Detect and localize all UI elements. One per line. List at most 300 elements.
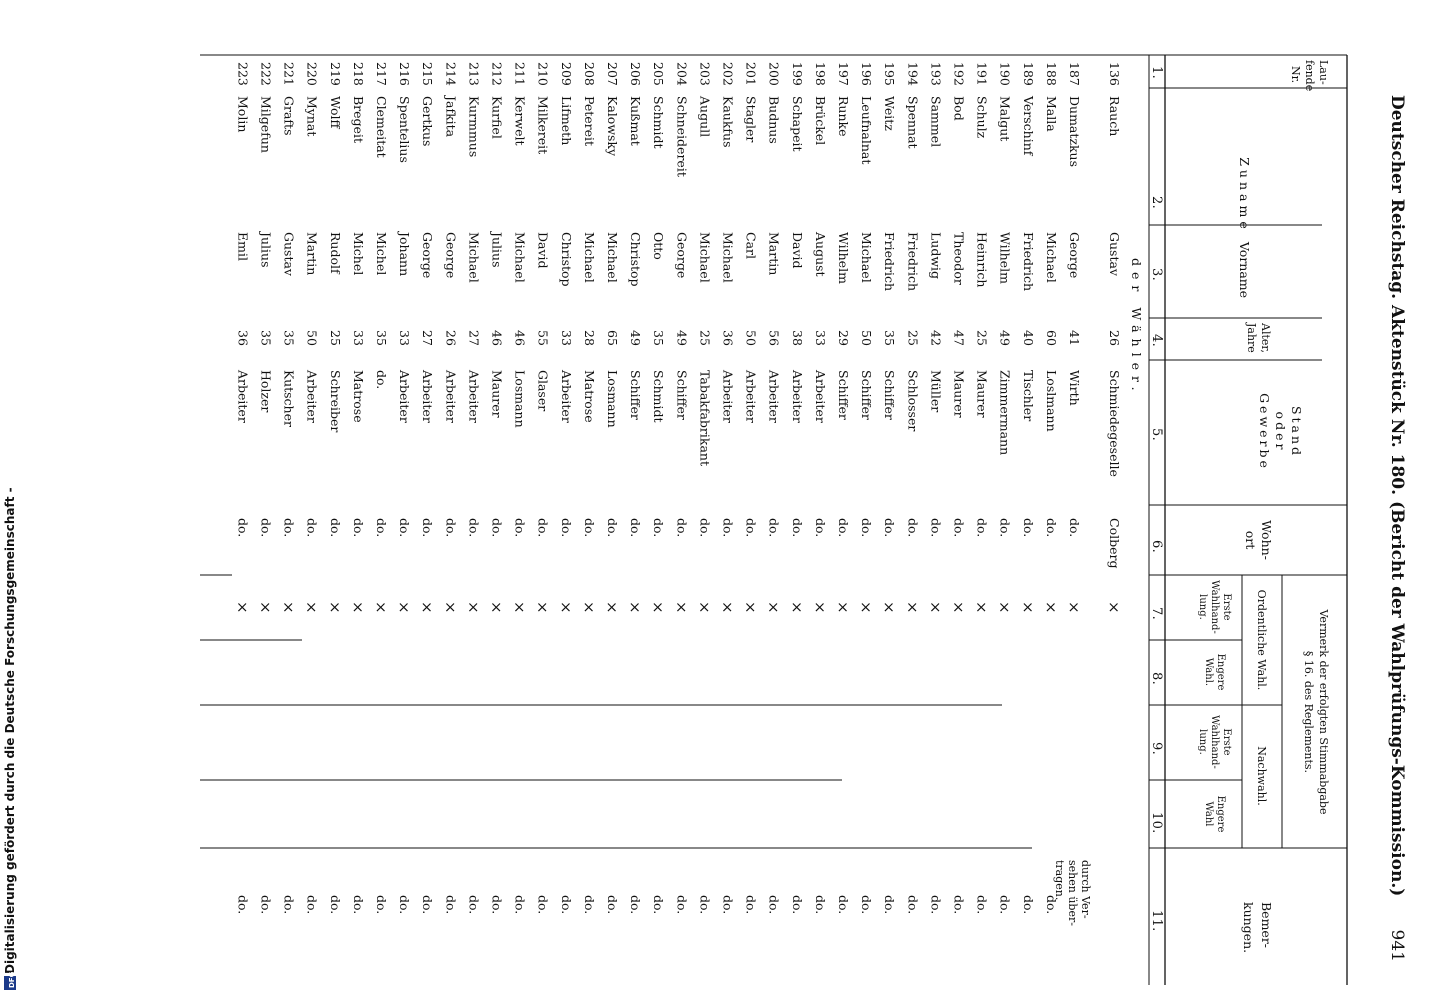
cell-wohnort: do. [443,518,459,538]
cell-bemerkung: do. [235,895,251,915]
cell-bemerkung: do. [997,895,1013,915]
cell-bemerkung: do. [974,895,990,915]
cell-alter: 65 [605,330,620,346]
cell-stand: Maurer [974,370,990,418]
vote-mark: × [1065,601,1083,614]
cell-alter: 46 [512,330,528,346]
vote-mark: × [372,601,390,614]
vote-mark: × [510,601,529,614]
cell-zuname: Spennat [905,96,921,149]
cell-zuname: Bregeit [350,96,366,143]
vote-mark: × [949,601,968,614]
cell-stand: Schiffer [674,370,690,420]
cell-stand: Arbeiter [397,370,413,423]
column-number: 5. [1149,428,1164,442]
cell-alter: 28 [581,330,597,346]
cell-nr: 220 [304,62,320,86]
cell-bemerkung: do. [928,895,944,915]
cell-nr: 223 [235,62,251,86]
cell-stand: Losmann [512,370,528,428]
cell-bemerkung: do. [812,895,828,915]
cell-stand: Schiffer [859,370,875,420]
cell-zuname: Schneidereit [674,96,690,177]
cell-wohnort: do. [928,518,944,538]
cell-alter: 29 [836,330,851,346]
table-row [672,62,690,914]
cell-vorname: Julius [258,232,274,268]
cell-alter: 25 [974,330,990,346]
vote-mark: × [441,601,460,614]
cell-alter: 56 [766,330,782,346]
column-number: 7. [1149,607,1164,621]
table-row [973,62,991,914]
cell-bemerkung: do. [466,895,482,915]
cell-alter: 50 [859,330,875,346]
cell-nr: 221 [281,62,297,86]
table-row [788,62,806,914]
cell-stand: Arbeiter [789,370,805,423]
cell-bemerkung: do. [882,895,898,915]
cell-alter: 33 [397,330,413,346]
cell-nr: 189 [1020,62,1036,86]
cell-stand: Schlosser [905,370,921,432]
group-header-ordentliche-wahl: Ordentliche Wahl. [1255,589,1268,691]
sub-header-erste-wahlhandlung-1: ErsteWahlhand-lung. [1197,580,1232,634]
group-header-nachwahl: Nachwahl. [1255,746,1268,806]
cell-alter: 50 [743,330,759,346]
vote-mark: × [926,601,945,614]
cell-stand: Tabakfabrikant [697,370,713,467]
cell-alter: 27 [466,330,482,346]
cell-bemerkung: durch Ver-sehen über-tragen. [1053,860,1092,926]
vote-mark: × [834,601,852,614]
cell-vorname: Theodor [951,232,967,285]
cell-nr: 211 [512,62,528,86]
vote-mark: × [718,601,737,614]
cell-stand: Zimmermann [997,370,1013,456]
cell-stand: Schmidt [651,370,667,423]
group-header-stimmabgabe: Vermerk der erfolgten Stimmabgabe§ 16. des Reglements. [1302,609,1330,815]
cell-wohnort: do. [836,518,851,538]
vote-mark: × [556,601,575,614]
vote-mark: × [903,601,922,614]
cell-wohnort: do. [558,518,574,538]
table-row [926,62,944,914]
cell-zuname: Malgut [997,96,1013,142]
cell-stand: Arbeiter [720,370,736,423]
cell-wohnort: do. [789,518,805,538]
cell-nr: 219 [327,62,343,86]
cell-wohnort: do. [235,518,251,538]
cell-zuname: Schmidt [651,96,667,149]
rotated-register-page [200,55,1407,985]
cell-alter: 41 [1067,330,1082,346]
table-row [603,62,621,914]
cell-stand: Arbeiter [235,370,251,423]
cell-stand: do. [374,370,389,390]
cell-wohnort: do. [466,518,482,538]
cell-nr: 209 [558,62,574,86]
vote-mark: × [1105,601,1123,614]
column-number: 8. [1149,672,1164,686]
vote-mark: × [348,601,367,614]
cell-zuname: Clemeitat [374,96,389,158]
cell-stand: Kutscher [281,370,297,427]
cell-zuname: Weitz [882,96,898,131]
cell-nr: 203 [697,62,713,86]
cell-vorname: David [535,232,551,269]
cell-stand: Arbeiter [420,370,436,423]
cell-zuname: Kurmmus [466,96,482,158]
cell-stand: Arbeiter [304,370,320,423]
page-title: Deutscher Reichstag. Aktenstück Nr. 180. (Bericht der Wahlprüfungs-Kommission.) [1387,95,1407,897]
column-number: 3. [1149,268,1164,282]
cell-vorname: Michael [466,232,482,283]
cell-stand: Arbeiter [743,370,759,423]
cell-nr: 192 [951,62,967,86]
cell-bemerkung: do. [859,895,875,915]
table-row [464,62,482,914]
table-row [950,62,968,914]
cell-bemerkung: do. [720,895,736,915]
cell-zuname: Kerwelt [512,96,528,146]
table-row [280,62,298,914]
cell-bemerkung: do. [443,895,459,915]
vote-mark: × [880,601,899,614]
sub-header-engere-wahl-2: EngereWahl [1203,795,1226,833]
cell-bemerkung: do. [397,895,413,915]
digitisation-credit [3,487,17,990]
cell-bemerkung: do. [836,895,851,915]
cell-bemerkung: do. [581,895,597,915]
cell-vorname: August [812,232,828,277]
cell-vorname: Ludwig [928,232,944,280]
vote-mark: × [626,601,645,614]
cell-zuname: Petereit [581,96,597,147]
table-row [233,62,251,914]
table-row [511,62,529,914]
cell-zuname: Molin [235,96,251,133]
cell-alter: 26 [443,330,459,346]
cell-vorname: Johann [397,232,413,277]
cell-vorname: Friedrich [882,232,898,292]
table-row [1042,62,1060,914]
cell-bemerkung: do. [905,895,921,915]
cell-wohnort: do. [720,518,736,538]
cell-vorname: Wilhelm [997,232,1013,284]
table-row [418,62,436,914]
cell-nr: 193 [928,62,944,86]
cell-alter: 35 [374,330,389,346]
voter-rows [200,62,1123,926]
column-number: 2. [1149,196,1164,210]
cell-alter: 40 [1020,330,1036,346]
cell-zuname: Verschinf [1020,96,1036,156]
cell-vorname: Michael [1043,232,1059,283]
cell-vorname: Julius [489,232,505,268]
cell-zuname: Rauch [1107,96,1122,137]
cell-nr: 210 [535,62,551,86]
cell-stand: Schreiber [327,370,343,433]
cell-wohnort: do. [304,518,320,538]
cell-stand: Maurer [951,370,967,418]
cell-zuname: Schulz [974,96,990,139]
cell-vorname: Martin [304,232,320,276]
cell-wohnort: do. [397,518,413,538]
cell-bemerkung: do. [304,895,320,915]
cell-alter: 55 [535,330,551,346]
table-row [1053,62,1092,926]
cell-vorname: Michael [581,232,597,283]
cell-alter: 33 [812,330,828,346]
vote-mark: × [464,601,483,614]
cell-bemerkung: do. [674,895,690,915]
section-label: der Wähler. [1129,258,1144,397]
cell-nr: 216 [397,62,413,86]
table-row [996,62,1014,914]
column-number: 9. [1149,742,1164,756]
cell-nr: 214 [443,62,459,86]
cell-zuname: Malla [1043,96,1059,132]
vote-mark: × [256,601,275,614]
cell-alter: 50 [304,330,320,346]
cell-zuname: Stagler [743,96,759,143]
cell-vorname: George [443,232,459,279]
cell-zuname: Lifmeth [558,96,574,146]
cell-vorname: Otto [651,232,667,260]
column-number: 1. [1149,66,1164,80]
vote-mark: × [395,601,414,614]
cell-bemerkung: do. [951,895,967,915]
table-row [395,62,413,914]
table-row [349,62,367,914]
cell-nr: 204 [674,62,690,86]
cell-wohnort: do. [258,518,274,538]
cell-vorname: Carl [743,232,759,259]
cell-alter: 35 [882,330,898,346]
cell-zuname: Milgefun [258,96,274,153]
col-header-laufende-nr: Lau-fendeNr. [1289,60,1330,92]
vote-mark: × [764,601,783,614]
cell-bemerkung: do. [535,895,551,915]
cell-bemerkung: do. [766,895,782,915]
cell-alter: 49 [628,330,644,346]
vote-mark: × [995,601,1014,614]
cell-vorname: Michael [512,232,528,283]
cell-wohnort: do. [674,518,690,538]
vote-mark: × [279,601,298,614]
cell-nr: 196 [859,62,875,86]
cell-zuname: Augull [697,96,713,138]
cell-zuname: Schapeit [789,96,805,152]
cell-zuname: Brückel [812,96,828,146]
table-row [1019,62,1037,914]
cell-nr: 215 [420,62,436,86]
cell-nr: 205 [651,62,667,86]
cell-stand: Glaser [535,370,551,412]
cell-zuname: Kurfiel [489,96,505,139]
cell-zuname: Spentelius [397,96,413,163]
column-number-row [1149,66,1164,932]
column-number: 6. [1149,540,1164,554]
cell-zuname: Bod [951,96,967,121]
cell-vorname: Emil [235,232,251,261]
cell-bemerkung: do. [512,895,528,915]
cell-vorname: Michel [374,232,389,276]
cell-bemerkung: do. [743,895,759,915]
cell-zuname: Mynat [304,96,320,137]
cell-bemerkung: do. [558,895,574,915]
cell-nr: 222 [258,62,274,86]
vote-mark: × [649,601,668,614]
cell-zuname: Grafts [281,96,297,136]
cell-nr: 187 [1067,62,1082,86]
cell-bemerkung: do. [489,895,505,915]
cell-nr: 198 [812,62,828,86]
cell-zuname: Budnus [766,96,782,144]
col-header-alter: Alter,Jahre [1245,323,1272,353]
cell-zuname: Jafkita [443,96,459,138]
vote-mark: × [1018,601,1037,614]
cell-alter: 49 [674,330,690,346]
cell-wohnort: do. [974,518,990,538]
cell-alter: 33 [558,330,574,346]
cell-stand: Tischler [1020,370,1036,422]
cell-zuname: Sammel [928,96,944,148]
col-header-wohnort: Wohn-ort [1243,520,1274,560]
cell-bemerkung: do. [605,895,620,915]
cell-wohnort: do. [605,518,620,538]
cell-vorname: Michael [720,232,736,283]
cell-bemerkung: do. [327,895,343,915]
cell-wohnort: do. [882,518,898,538]
cell-alter: 35 [651,330,667,346]
table-row [765,62,783,914]
dfg-logo-text: DFG [8,971,16,988]
cell-wohnort: do. [628,518,644,538]
cell-wohnort: do. [420,518,436,538]
cell-wohnort: do. [374,518,389,538]
cell-vorname: Heinrich [974,232,990,288]
cell-stand: Arbeiter [766,370,782,423]
cell-wohnort: do. [535,518,551,538]
cell-alter: 35 [258,330,274,346]
cell-wohnort: do. [697,518,713,538]
cell-stand: Matrose [350,370,366,423]
cell-zuname: Leufnalnat [859,96,875,165]
column-number: 11. [1149,910,1164,932]
cell-nr: 208 [581,62,597,86]
cell-stand: Schmiedegeselle [1107,370,1122,477]
vote-mark: × [810,601,829,614]
cell-bemerkung: do. [697,895,713,915]
cell-alter: 35 [281,330,297,346]
vote-mark: × [487,601,506,614]
cell-stand: Schiffer [836,370,851,420]
cell-vorname: David [789,232,805,269]
cell-alter: 27 [420,330,436,346]
cell-nr: 217 [374,62,389,86]
table-row [834,62,852,914]
cell-nr: 218 [350,62,366,86]
vote-mark: × [603,601,621,614]
cell-vorname: Friedrich [1020,232,1036,292]
cell-nr: 212 [489,62,505,86]
table-row [695,62,713,914]
cell-nr: 201 [743,62,759,86]
cell-stand: Müller [928,370,944,413]
cell-nr: 195 [882,62,898,86]
cell-stand: Arbeiter [443,370,459,423]
cell-alter: 25 [697,330,713,346]
col-header-zuname: Zuname [1237,157,1252,233]
cell-vorname: George [1067,232,1082,279]
cell-nr: 199 [789,62,805,86]
cell-zuname: Kußmat [628,96,644,146]
cell-alter: 26 [1107,330,1122,346]
cell-vorname: Christop [628,232,644,287]
cell-wohnort: Colberg [1107,518,1122,569]
cell-stand: Holzer [258,370,274,413]
cell-vorname: Friedrich [905,232,921,292]
table-row [580,62,598,914]
cell-alter: 36 [235,330,251,346]
cell-bemerkung: do. [789,895,805,915]
table-row [1105,62,1123,614]
cell-zuname: Milkereit [535,96,551,155]
cell-wohnort: do. [651,518,667,538]
table-row [257,62,275,914]
cell-stand: Arbeiter [812,370,828,423]
cell-wohnort: do. [951,518,967,538]
column-number: 4. [1149,334,1164,348]
vote-mark: × [533,601,552,614]
cell-wohnort: do. [327,518,343,538]
cell-bemerkung: do. [628,895,644,915]
cell-zuname: Runke [836,96,851,137]
cell-stand: Arbeiter [558,370,574,423]
vote-mark: × [972,601,991,614]
cell-wohnort: do. [512,518,528,538]
cell-wohnort: do. [581,518,597,538]
table-row [811,62,829,914]
cell-wohnort: do. [1020,518,1036,538]
table-row [557,62,575,914]
cell-vorname: Wilhelm [836,232,851,284]
table-row [880,62,898,914]
cell-vorname: Michel [350,232,366,276]
cell-wohnort: do. [489,518,505,538]
vote-mark: × [325,601,344,614]
cell-nr: 188 [1043,62,1059,86]
credit-text: Digitalisierung gefördert durch die Deutsche Forschungsgemeinschaft - [3,487,17,974]
vote-mark: × [741,601,760,614]
cell-wohnort: do. [997,518,1013,538]
column-number: 10. [1149,812,1164,834]
cell-wohnort: do. [1043,518,1059,538]
cell-nr: 207 [605,62,620,86]
cell-nr: 136 [1107,62,1122,86]
cell-zuname: Kalowsky [605,96,620,157]
cell-alter: 46 [489,330,505,346]
col-header-bemerkungen: Bemer-kungen. [1241,902,1274,954]
cell-alter: 60 [1043,330,1059,346]
cell-wohnort: do. [812,518,828,538]
table-row [857,62,875,914]
sub-header-erste-wahlhandlung-2: ErsteWahlhand-lung. [1197,715,1232,769]
cell-stand: Maurer [489,370,505,418]
table-row [742,62,760,914]
